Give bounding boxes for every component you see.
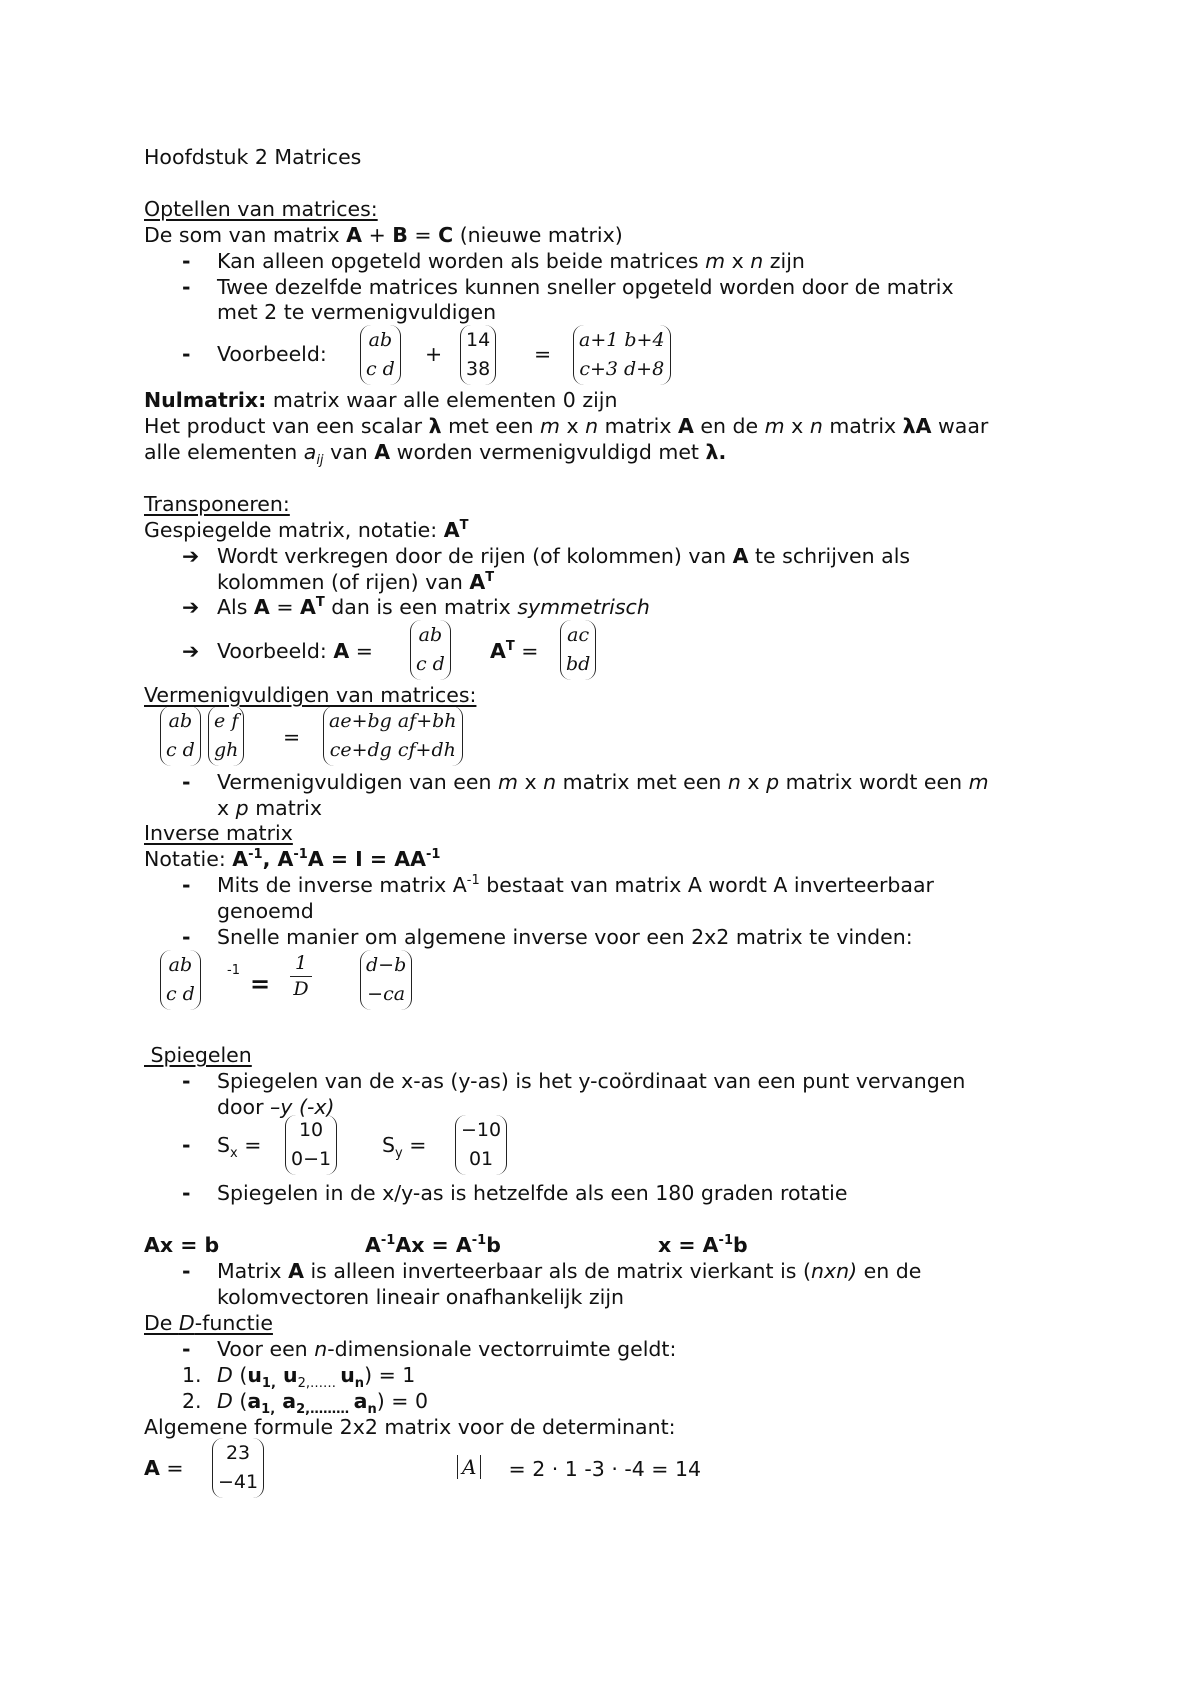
text: Ax = A (395, 1233, 472, 1257)
heading-inverse: Inverse matrix (144, 821, 293, 845)
matrix-row: a+1 b+4 (579, 329, 665, 351)
heading-spiegelen: Spiegelen (144, 1043, 252, 1067)
equation-ax-b: Ax = b (144, 1233, 220, 1257)
scalar-product-line (144, 416, 988, 437)
matrix-row: 23 (225, 1442, 251, 1464)
heading-optellen: Optellen van matrices: (144, 197, 378, 221)
text: -1 (380, 1233, 396, 1249)
text: λ (428, 414, 442, 438)
heading-d-functie (144, 1313, 273, 1334)
bullet-dash: - (182, 275, 191, 299)
arrow-icon: ➔ (182, 544, 200, 568)
matrix-row: e f (214, 710, 239, 732)
text: λA (902, 414, 932, 438)
equals-sign: = (283, 725, 301, 749)
text: kolommen (of rijen) van (217, 570, 470, 594)
text: Voor een (217, 1337, 315, 1361)
text: -1 (466, 873, 480, 889)
matrix-row: −41 (218, 1471, 259, 1493)
numerator: 1 (290, 952, 312, 977)
text: C (438, 223, 454, 247)
text: matrix (248, 796, 323, 820)
text: bestaat van matrix A wordt A inverteerbaar (479, 873, 934, 897)
matrix-row: ab (418, 624, 443, 646)
matrix (323, 706, 463, 766)
matrix-row: 38 (466, 358, 491, 380)
text: A (490, 639, 506, 663)
text: a (247, 1389, 262, 1413)
text: 2,……… (296, 1402, 354, 1418)
text: n (367, 1402, 377, 1418)
text: worden vermenigvuldigd met (390, 440, 706, 464)
text: T (459, 518, 469, 534)
text: en de (693, 414, 765, 438)
text: 2,…… (297, 1376, 341, 1392)
text: -1 (248, 847, 263, 863)
bullet-text-cont: met 2 te vermenigvuldigen (217, 300, 497, 324)
text: = (402, 1133, 427, 1157)
bullet-text: Spiegelen van de x-as (y-as) is het y-coördinaat van een punt vervangen (217, 1069, 966, 1093)
list-item (217, 1389, 428, 1418)
text: Nulmatrix: (144, 388, 267, 412)
text: A (469, 570, 486, 594)
matrix (160, 706, 201, 766)
text: p (766, 770, 780, 794)
matrix-row: gh (214, 739, 239, 761)
text: m (764, 414, 785, 438)
text: A = I = AA (307, 847, 426, 871)
matrix-row: 10 (298, 1119, 324, 1141)
bullet-dash: - (182, 925, 191, 949)
example-label: Voorbeeld: (217, 342, 327, 366)
text: = (514, 639, 539, 663)
text: m (705, 249, 726, 273)
bullet-text-cont (217, 798, 322, 819)
text: Gespiegelde matrix, notatie: (144, 518, 444, 542)
text: u (275, 1363, 298, 1387)
text: + (362, 223, 393, 247)
text: = (349, 639, 373, 663)
text: T (485, 570, 495, 586)
equals-sign: = (534, 342, 552, 366)
arrow-icon: ➔ (182, 639, 200, 663)
text: x (517, 770, 544, 794)
determinant-intro: Algemene formule 2x2 matrix voor de determinant: (144, 1415, 676, 1439)
matrix-row: −ca (367, 983, 406, 1005)
matrix-row: c d (416, 653, 445, 675)
text: matrix waar alle elementen 0 zijn (266, 388, 618, 412)
text: ) = 0 (376, 1389, 428, 1413)
text: m (498, 770, 518, 794)
text: Mits de inverse matrix A (217, 873, 467, 897)
text: van (323, 440, 375, 464)
text: Vermenigvuldigen van een (217, 770, 498, 794)
text: matrix (822, 414, 903, 438)
bullet-text: Twee dezelfde matrices kunnen sneller opgeteld worden door de matrix (217, 275, 954, 299)
text: u (247, 1363, 262, 1387)
list-number: 1. (182, 1363, 202, 1387)
text: a (275, 1389, 297, 1413)
matrix (360, 325, 401, 385)
text: dan is een matrix (324, 595, 518, 619)
text: x (559, 414, 586, 438)
matrix-row: c+3 d+8 (579, 358, 665, 380)
text: -1 (718, 1233, 733, 1249)
text: b (733, 1233, 748, 1257)
text: –y (-x) (270, 1095, 335, 1119)
text: ) = 1 (364, 1363, 416, 1387)
matrix-row: 0−1 (291, 1148, 332, 1170)
matrix (410, 620, 451, 680)
text: Het product van een scalar (144, 414, 429, 438)
text: A (443, 518, 460, 542)
text: waar (931, 414, 989, 438)
matrix-row: ab (168, 954, 193, 976)
text: alle elementen (144, 440, 304, 464)
matrix-row: 14 (466, 329, 491, 351)
text: y (395, 1146, 403, 1162)
text: b (486, 1233, 501, 1257)
list-item (217, 1363, 416, 1392)
text: A (144, 1456, 160, 1480)
sum-definition (144, 225, 623, 246)
transpose-notation (144, 520, 468, 541)
matrix (455, 1115, 507, 1175)
bullet-dash: - (182, 770, 191, 794)
text: A (678, 414, 694, 438)
text: n (727, 770, 741, 794)
matrix-row: ac (567, 624, 590, 646)
text: A (732, 544, 749, 568)
text: matrix wordt een (779, 770, 969, 794)
text: D (178, 1311, 195, 1335)
text: -functie (194, 1311, 273, 1335)
matrix (460, 325, 496, 385)
bullet-dash: - (182, 1133, 191, 1157)
bullet-text: Spiegelen in de x/y-as is hetzelfde als een 180 graden rotatie (217, 1181, 848, 1205)
text: Voorbeeld: (217, 639, 334, 663)
text: x (740, 770, 767, 794)
matrix-row: ce+dg cf+dh (329, 739, 456, 761)
bullet-text (217, 251, 805, 272)
equals-sign: = (250, 970, 271, 998)
page-title: Hoofdstuk 2 Matrices (144, 145, 362, 169)
text: -1 (471, 1233, 487, 1249)
text: n (354, 1376, 365, 1392)
text: λ. (705, 440, 727, 464)
text: x = A (658, 1233, 719, 1257)
text: ( (232, 1363, 248, 1387)
text: T (315, 595, 325, 611)
text: ij (316, 453, 324, 469)
matrix-a-label (144, 1458, 184, 1479)
equation-solution (658, 1235, 748, 1256)
text: Wordt verkregen door de rijen (of kolommen) van (217, 544, 733, 568)
bullet-text (217, 772, 989, 793)
text: zijn (763, 249, 805, 273)
inverse-exponent: -1 (227, 963, 240, 978)
text: te schrijven als (748, 544, 911, 568)
bullet-text (217, 875, 934, 896)
text: x (230, 1146, 238, 1162)
text: ( (232, 1389, 248, 1413)
text: = (159, 1456, 184, 1480)
text: 1, (261, 1402, 276, 1418)
text: m (539, 414, 560, 438)
text: symmetrisch (517, 595, 650, 619)
text: -1 (293, 847, 308, 863)
text: x (217, 796, 236, 820)
determinant-result: = 2 · 1 -3 · -4 = 14 (502, 1457, 702, 1481)
text: De (144, 1311, 179, 1335)
text: A (300, 595, 316, 619)
equation-inverse (365, 1235, 501, 1256)
text: x (784, 414, 810, 438)
text: 1, (261, 1376, 276, 1392)
heading-transponeren: Transponeren: (144, 492, 290, 516)
bullet-dash: - (182, 249, 191, 273)
matrix (212, 1438, 264, 1498)
matrix (573, 325, 671, 385)
text: = (407, 223, 439, 247)
fraction (290, 952, 312, 1001)
matrix-row: c d (366, 358, 395, 380)
matrix (560, 620, 596, 680)
bullet-text (217, 1261, 921, 1282)
text: A (346, 223, 363, 247)
bullet-dash: - (182, 342, 191, 366)
text: en de (857, 1259, 922, 1283)
text: De som van matrix (144, 223, 347, 247)
text: a (303, 440, 317, 464)
bullet-text-cont: kolomvectoren lineair onafhankelijk zijn (217, 1285, 625, 1309)
text: Als (217, 595, 254, 619)
text: n (585, 414, 599, 438)
text: n (809, 414, 823, 438)
matrix-row: c d (166, 983, 195, 1005)
text: n (314, 1337, 328, 1361)
text: A (333, 639, 350, 663)
text: n (750, 249, 764, 273)
arrow-text (217, 641, 373, 662)
text: x (725, 249, 751, 273)
text: A (374, 440, 391, 464)
text: nxn) (810, 1259, 858, 1283)
text: T (505, 639, 515, 655)
bullet-dash: - (182, 1069, 191, 1093)
matrix-row: −10 (461, 1119, 502, 1141)
text: S (217, 1133, 231, 1157)
matrix-row: 01 (468, 1148, 494, 1170)
text: = (269, 595, 301, 619)
matrix-row: ae+bg af+bh (329, 710, 457, 732)
list-number: 2. (182, 1389, 202, 1413)
text: p (235, 796, 249, 820)
matrix-row: bd (566, 653, 591, 675)
text: Notatie: (144, 847, 233, 871)
text: a (353, 1389, 368, 1413)
text: = (237, 1133, 262, 1157)
matrix-row: ab (368, 329, 393, 351)
bullet-text (217, 1339, 676, 1360)
text: door (217, 1095, 271, 1119)
matrix-row: d−b (366, 954, 407, 976)
text: A (365, 1233, 381, 1257)
text: A (253, 595, 270, 619)
text: Kan alleen opgeteld worden als beide matrices (217, 249, 706, 273)
text: S (382, 1133, 396, 1157)
matrix (208, 706, 244, 766)
text: B (392, 223, 408, 247)
text: met een (441, 414, 540, 438)
transpose-label (490, 641, 538, 662)
matrix-row: ab (168, 710, 193, 732)
bullet-dash: - (182, 873, 191, 897)
text: matrix met een (556, 770, 728, 794)
bullet-text-cont: genoemd (217, 899, 314, 923)
text: -1 (425, 847, 441, 863)
arrow-text (217, 546, 910, 567)
matrix (360, 950, 412, 1010)
denominator: D (293, 978, 309, 1000)
arrow-icon: ➔ (182, 595, 200, 619)
text: , A (262, 847, 294, 871)
text: A (288, 1259, 304, 1283)
text: m (968, 770, 989, 794)
text: A (232, 847, 249, 871)
heading-vermenigvuldigen: Vermenigvuldigen van matrices: (144, 683, 477, 707)
text: D (217, 1389, 233, 1413)
scalar-product-line-cont (144, 440, 727, 469)
plus-sign: + (425, 342, 443, 366)
bullet-dash: - (182, 1259, 191, 1283)
bullet-dash: - (182, 1337, 191, 1361)
matrix (160, 950, 201, 1010)
arrow-text (217, 597, 650, 618)
text: is alleen inverteerbaar als de matrix vierkant is ( (303, 1259, 811, 1283)
reflect-x-label (217, 1133, 262, 1162)
nulmatrix-line (144, 390, 617, 411)
text: D (217, 1363, 233, 1387)
text: n (543, 770, 557, 794)
inverse-notation (144, 849, 440, 870)
text: matrix (598, 414, 678, 438)
reflect-y-label (382, 1133, 427, 1162)
matrix-row: c d (166, 739, 195, 761)
determinant-bars: A (457, 1455, 481, 1479)
text: u (340, 1363, 355, 1387)
text: -dimensionale vectorruimte geldt: (327, 1337, 677, 1361)
text: (nieuwe matrix) (453, 223, 623, 247)
bullet-text: Snelle manier om algemene inverse voor een 2x2 matrix te vinden: (217, 925, 913, 949)
arrow-text-cont (217, 572, 494, 593)
bullet-dash: - (182, 1181, 191, 1205)
text: Matrix (217, 1259, 289, 1283)
matrix (285, 1115, 337, 1175)
